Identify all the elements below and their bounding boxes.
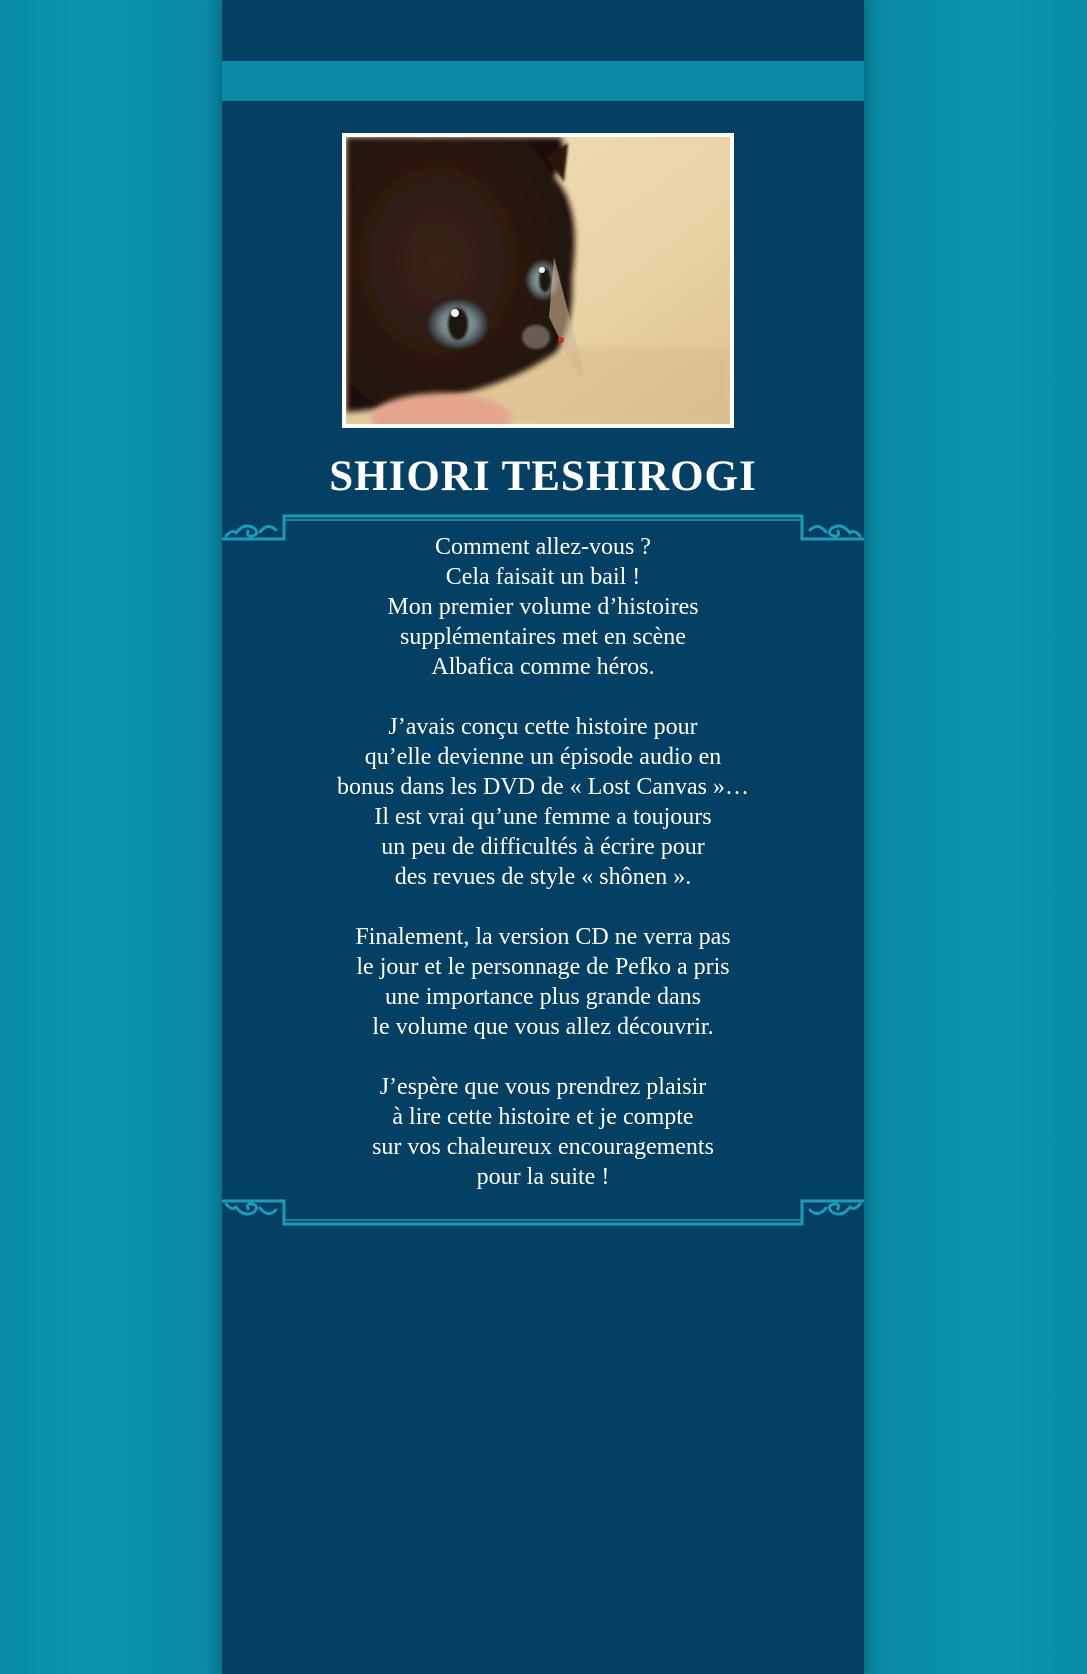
message-line: pour la suite ! xyxy=(476,1164,610,1190)
message-line: J’espère que vous prendrez plaisir xyxy=(379,1074,707,1100)
message-paragraph xyxy=(262,532,824,682)
author-message xyxy=(262,532,824,1222)
message-line: Mon premier volume d’histoires xyxy=(387,594,699,620)
message-line: Il est vrai qu’une femme a toujours xyxy=(374,804,712,830)
author-photo-frame xyxy=(342,133,734,428)
kitten-photo xyxy=(346,137,730,424)
message-line: à lire cette histoire et je compte xyxy=(392,1104,694,1130)
message-line: une importance plus grande dans xyxy=(385,984,701,1010)
message-line: Cela faisait un bail ! xyxy=(445,564,641,590)
bottom-ornament-frame xyxy=(222,1194,864,1228)
top-stripe xyxy=(222,61,864,101)
message-line: des revues de style « shônen ». xyxy=(394,864,692,890)
message-line: le volume que vous allez découvrir. xyxy=(372,1014,714,1040)
message-paragraph xyxy=(262,712,824,892)
author-name: SHIORI TESHIROGI xyxy=(329,453,757,500)
message-line: supplémentaires met en scène xyxy=(400,624,686,650)
message-line: J’avais conçu cette histoire pour xyxy=(388,714,698,740)
message-line: un peu de difficultés à écrire pour xyxy=(381,834,705,860)
message-line: bonus dans les DVD de « Lost Canvas »… xyxy=(337,774,749,800)
message-line: Finalement, la version CD ne verra pas xyxy=(355,924,731,950)
author-panel xyxy=(222,0,864,1674)
message-line: Albafica comme héros. xyxy=(431,654,655,680)
message-paragraph xyxy=(262,1072,824,1192)
message-line: qu’elle devienne un épisode audio en xyxy=(364,744,722,770)
message-line: le jour et le personnage de Pefko a pris xyxy=(356,954,730,980)
message-line: Comment allez-vous ? xyxy=(435,534,651,560)
message-paragraph xyxy=(262,922,824,1042)
message-line: sur vos chaleureux encouragements xyxy=(372,1134,714,1160)
